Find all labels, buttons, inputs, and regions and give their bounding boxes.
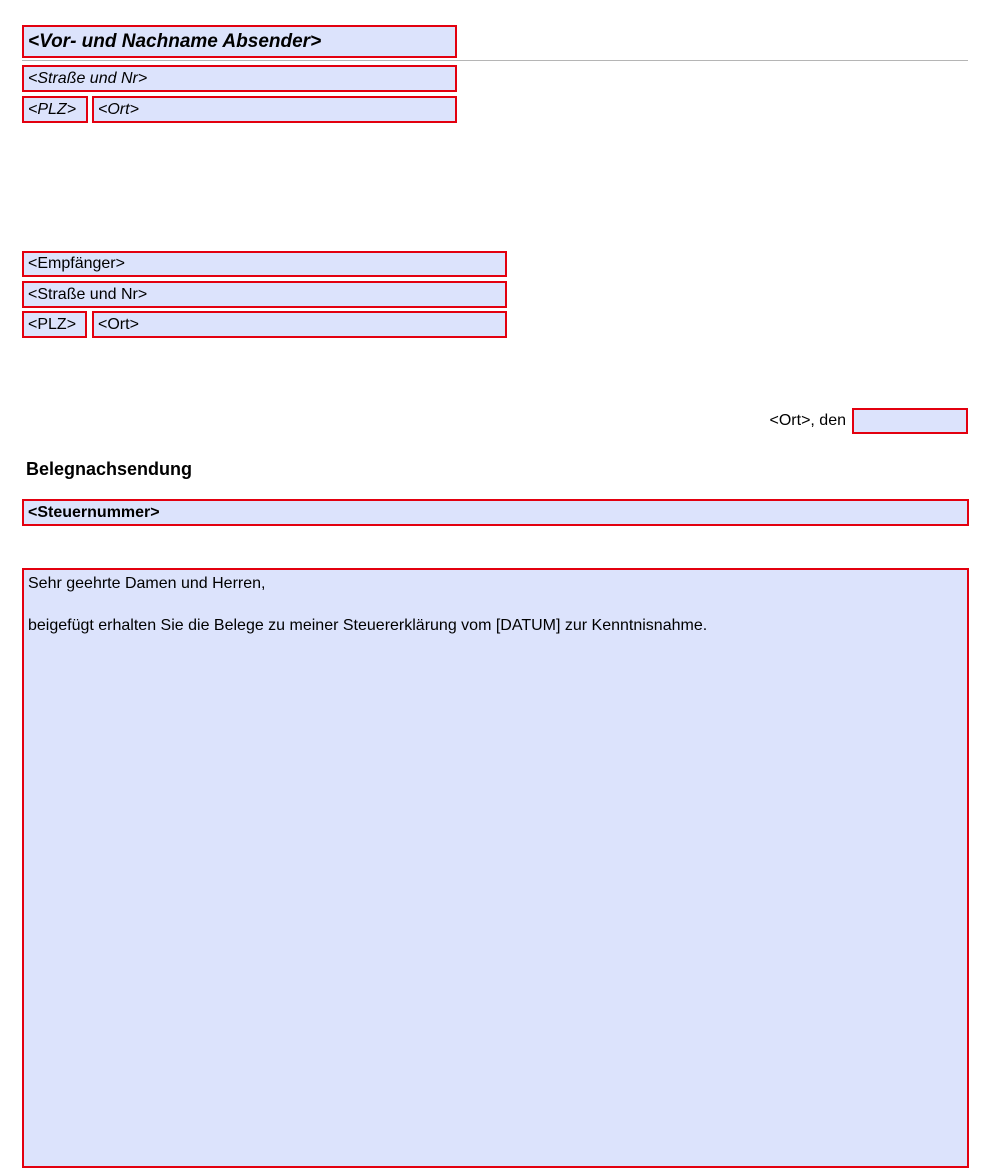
recipient-name-field[interactable]: <Empfänger> [22, 251, 507, 277]
sender-city-field[interactable]: <Ort> [92, 96, 457, 123]
date-line [600, 408, 968, 434]
sender-plz-field[interactable]: <PLZ> [22, 96, 88, 123]
sender-name-field[interactable]: <Vor- und Nachname Absender> [22, 25, 457, 58]
subject-heading: Belegnachsendung [26, 459, 193, 479]
date-label: <Ort>, den [769, 412, 846, 429]
recipient-street-field[interactable]: <Straße und Nr> [22, 281, 507, 308]
body-text: beigefügt erhalten Sie die Belege zu meiner Steuererklärung vom [DATUM] zur Kenntnisnahme. [28, 617, 708, 634]
letter-body-field[interactable] [22, 568, 969, 1168]
sender-street-field[interactable]: <Straße und Nr> [22, 65, 457, 92]
recipient-plz-field[interactable]: <PLZ> [22, 311, 87, 338]
recipient-city-field[interactable]: <Ort> [92, 311, 507, 338]
sender-divider [22, 60, 968, 61]
date-field[interactable] [852, 408, 968, 434]
body-salutation: Sehr geehrte Damen und Herren, [28, 575, 266, 592]
tax-number-field[interactable]: <Steuernummer> [22, 499, 969, 526]
